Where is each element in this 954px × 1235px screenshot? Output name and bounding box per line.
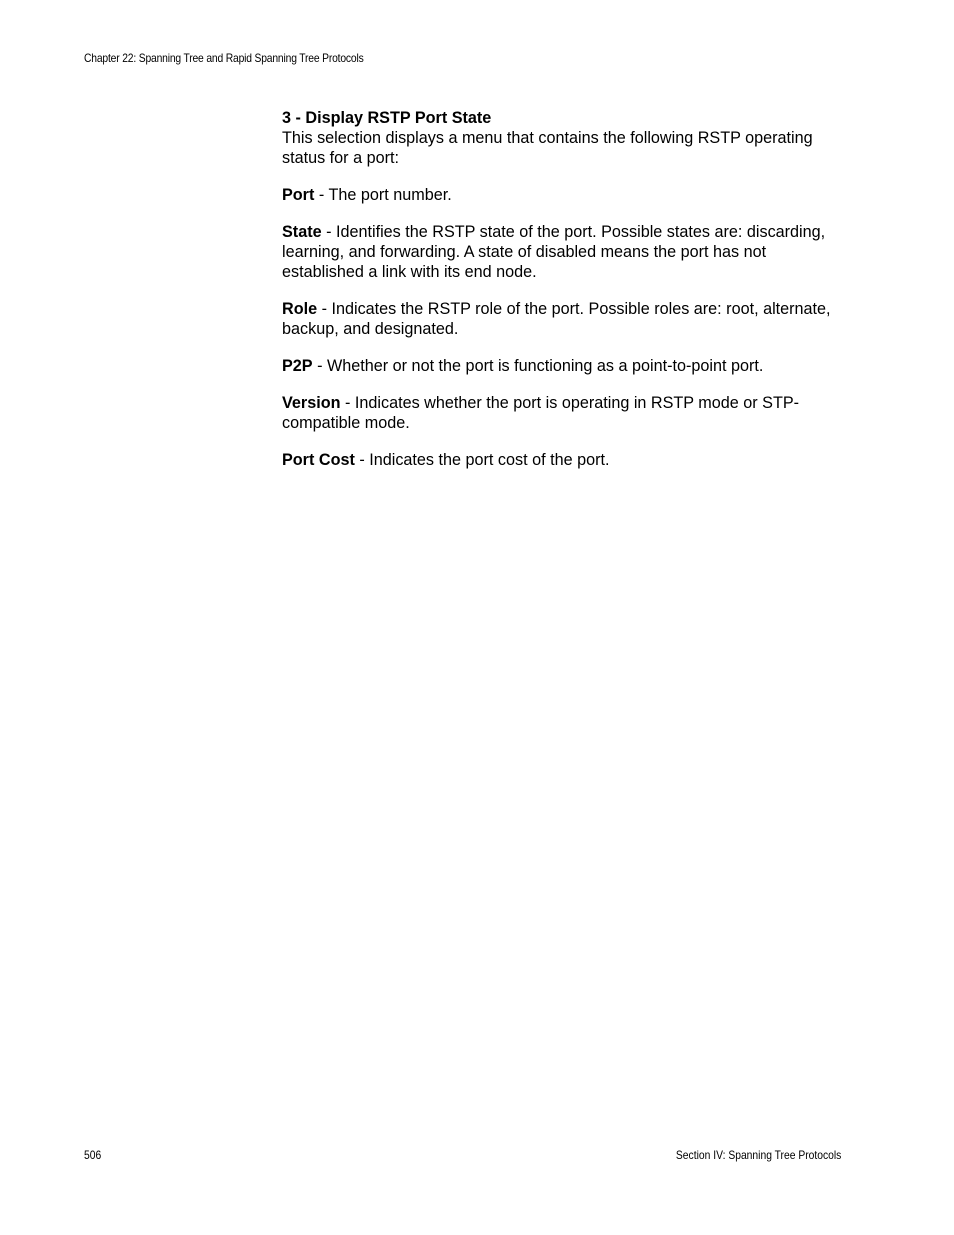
definition-port-cost bbox=[282, 450, 852, 470]
definition-state bbox=[282, 222, 852, 282]
section-intro: This selection displays a menu that contains the following RSTP operating status for a port: bbox=[282, 129, 813, 167]
definition-desc: - Indicates whether the port is operating in RSTP mode or STP-compatible mode. bbox=[282, 394, 800, 432]
definition-term: Port bbox=[282, 186, 315, 204]
definition-port bbox=[282, 185, 852, 205]
definition-desc: - Whether or not the port is functioning as a point-to-point port. bbox=[312, 357, 764, 375]
section-heading: 3 - Display RSTP Port State bbox=[282, 109, 492, 127]
definition-term: Port Cost bbox=[282, 451, 355, 469]
definition-term: State bbox=[282, 223, 322, 241]
page-number: 506 bbox=[84, 1148, 102, 1162]
definition-term: Version bbox=[282, 394, 341, 412]
definition-desc: - Identifies the RSTP state of the port. Possible states are: discarding, learning, and forwarding. A state of disabled means the port has not established a link with its end node. bbox=[282, 223, 826, 281]
definition-desc: - The port number. bbox=[314, 186, 452, 204]
definition-version bbox=[282, 393, 852, 433]
definition-term: P2P bbox=[282, 357, 313, 375]
definition-p2p bbox=[282, 356, 852, 376]
definition-desc: - Indicates the RSTP role of the port. Possible roles are: root, alternate, backup, and designated. bbox=[282, 300, 831, 338]
definition-desc: - Indicates the port cost of the port. bbox=[354, 451, 610, 469]
main-content bbox=[282, 108, 852, 487]
definition-role bbox=[282, 299, 852, 339]
running-header: Chapter 22: Spanning Tree and Rapid Spanning Tree Protocols bbox=[84, 51, 364, 65]
footer-section-title: Section IV: Spanning Tree Protocols bbox=[675, 1148, 841, 1162]
definition-term: Role bbox=[282, 300, 318, 318]
